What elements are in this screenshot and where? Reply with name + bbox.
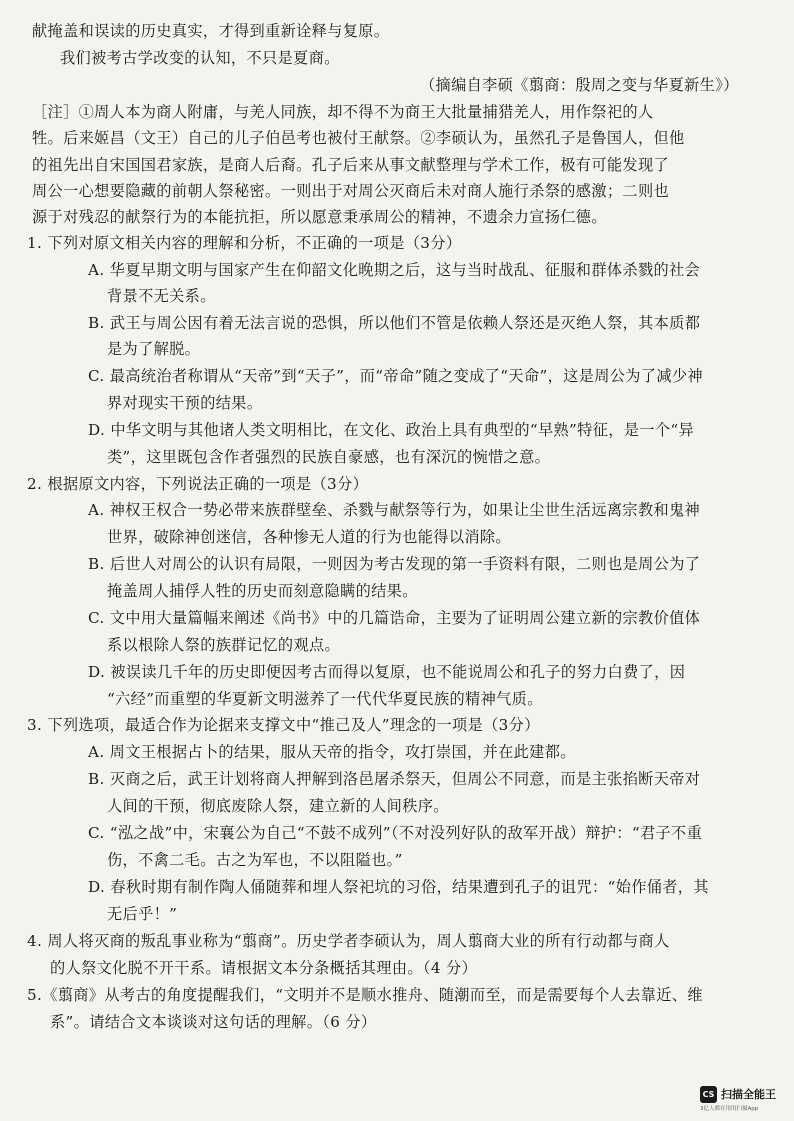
q3-option-a: A. 周文王根据占卜的结果，服从天帝的指令，攻打崇国，并在此建都。: [88, 743, 576, 761]
watermark-brand: 扫描全能王: [721, 1088, 776, 1101]
q3-option-b: B. 灭商之后，武王计划将商人押解到洛邑屠杀祭天，但周公不同意，而是主张掐断天帝对: [88, 770, 701, 788]
q1-option-c-cont: 界对现实干预的结果。: [107, 394, 263, 412]
q1-option-c: C. 最高统治者称谓从“天帝”到“天子”，而“帝命”随之变成了“天命”，这是周公为了减少神: [88, 367, 703, 385]
q3-option-c-cont: 伤，不禽二毛。古之为军也，不以阻隘也。”: [107, 851, 403, 869]
note-line: ［注］①周人本为商人附庸，与羌人同族，却不得不为商王大批量捕猎羌人，用作祭祀的人: [32, 103, 654, 121]
passage-line: 献掩盖和误读的历史真实，才得到重新诠释与复原。: [32, 22, 390, 40]
passage-line: 我们被考古学改变的认知，不只是夏商。: [60, 49, 340, 67]
note-line: 周公一心想要隐藏的前朝人祭秘密。一则出于对周公灭商后未对商人施行杀祭的感激；二则也: [32, 182, 670, 200]
watermark-tagline: 3亿人都在用的扫描App: [700, 1106, 759, 1112]
question-1: 1. 下列对原文相关内容的理解和分析，不正确的一项是（3分）: [27, 234, 462, 252]
q2-option-b-cont: 掩盖周人捕俘人牲的历史而刻意隐瞒的结果。: [107, 582, 418, 600]
q3-option-d: D. 春秋时期有制作陶人俑随葬和埋人祭祀坑的习俗，结果遭到孔子的诅咒：“始作俑者，其: [88, 878, 709, 896]
question-4-cont: 的人祭文化脱不开干系。请根据文本分条概括其理由。（4 分）: [50, 959, 478, 977]
note-line: 的祖先出自宋国国君家族，是商人后裔。孔子后来从事文献整理与学术工作，极有可能发现了: [32, 156, 670, 174]
q2-option-c-cont: 系以根除人祭的族群记忆的观点。: [107, 636, 341, 654]
note-line: 源于对残忍的献祭行为的本能抗拒，所以愿意秉承周公的精神，不遗余力宣扬仁德。: [32, 208, 607, 226]
source-citation: （摘编自李硕《翦商：殷周之变与华夏新生》）: [420, 76, 739, 94]
q2-option-a: A. 神权王权合一势必带来族群壁垒、杀戮与献祭等行为，如果让尘世生活远离宗教和鬼神: [88, 501, 701, 519]
question-2: 2. 根据原文内容，下列说法正确的一项是（3分）: [27, 475, 369, 493]
q2-option-c: C. 文中用大量篇幅来阐述《尚书》中的几篇诰命，主要为了证明周公建立新的宗教价值体: [88, 609, 701, 627]
scanner-watermark: [700, 1084, 790, 1118]
q2-option-b: B. 后世人对周公的认识有局限，一则因为考古发现的第一手资料有限，二则也是周公为了: [88, 555, 701, 573]
question-5: 5.《翦商》从考古的角度提醒我们，“文明并不是顺水推舟、随潮而至，而是需要每个人去靠近、维: [27, 986, 703, 1004]
q1-option-b: B. 武王与周公因有着无法言说的恐惧，所以他们不管是依赖人祭还是灭绝人祭，其本质都: [88, 314, 701, 332]
camscanner-logo-icon: CS: [700, 1086, 717, 1103]
q1-option-a-cont: 背景不无关系。: [107, 287, 216, 305]
q2-option-a-cont: 世界，破除神创迷信，各种惨无人道的行为也能得以消除。: [107, 528, 511, 546]
q1-option-d-cont: 类”，这里既包含作者强烈的民族自豪感，也有深沉的惋惜之意。: [107, 448, 551, 466]
question-5-cont: 系”。请结合文本谈谈对这句话的理解。（6 分）: [50, 1013, 377, 1031]
question-3: 3. 下列选项，最适合作为论据来支撑文中“推己及人”理念的一项是（3分）: [27, 716, 540, 734]
q2-option-d: D. 被误读几千年的历史即便因考古而得以复原，也不能说周公和孔子的努力白费了，因: [88, 663, 686, 681]
note-line: 牲。后来姬昌（文王）自己的儿子伯邑考也被付王献祭。②李硕认为，虽然孔子是鲁国人，但他: [32, 129, 685, 147]
q2-option-d-cont: “六经”而重塑的华夏新文明滋养了一代代华夏民族的精神气质。: [107, 690, 543, 708]
q3-option-d-cont: 无后乎！”: [107, 905, 178, 923]
question-4: 4. 周人将灭商的叛乱事业称为“翦商”。历史学者李硕认为，周人翦商大业的所有行动都与商人: [27, 932, 670, 950]
q3-option-c: C. “泓之战”中，宋襄公为自己“不鼓不成列”（不对没列好队的敌军开战）辩护：“君子不重: [88, 824, 703, 842]
q1-option-b-cont: 是为了解脱。: [107, 340, 201, 358]
q1-option-d: D. 中华文明与其他诸人类文明相比，在文化、政治上具有典型的“早熟”特征，是一个“异: [88, 421, 695, 439]
q1-option-a: A. 华夏早期文明与国家产生在仰韶文化晚期之后，这与当时战乱、征服和群体杀戮的社会: [88, 261, 701, 279]
q3-option-b-cont: 人间的干预，彻底废除人祭，建立新的人间秩序。: [107, 797, 449, 815]
